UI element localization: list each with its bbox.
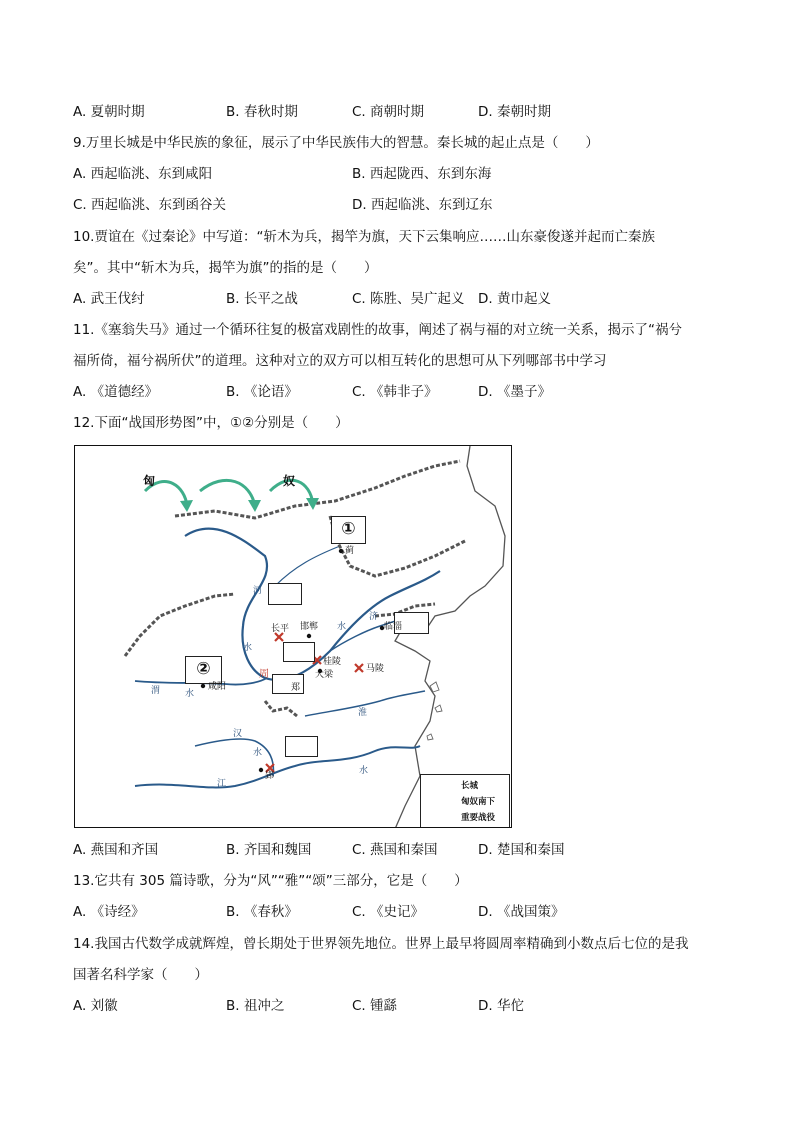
q13-option-a[interactable]: A. 《诗经》 <box>73 904 145 920</box>
q13-option-c[interactable]: C. 《史记》 <box>352 904 425 920</box>
battle-mark-changping <box>275 633 283 641</box>
q11-stem-line2: 福所倚，福兮祸所伏”的道理。这种对立的双方可以相互转化的思想可从下列哪部书中学习 <box>73 353 607 369</box>
q9-option-b[interactable]: B. 西起陇西、东到东海 <box>352 166 492 182</box>
river-label-han: 汉 <box>233 729 243 739</box>
q14-stem-line1: 14.我国古代数学成就辉煌，曾长期处于世界领先地位。世界上最早将圆周率精确到小数点后七位的是我 <box>73 936 689 952</box>
label-maling: 马陵 <box>366 664 385 674</box>
city-dot-ji <box>339 549 343 553</box>
river-label-shui-1: 水 <box>243 643 253 653</box>
q10-option-d[interactable]: D. 黄巾起义 <box>478 291 551 307</box>
marker-2-box: ② <box>185 656 222 684</box>
legend-wall-label: 长城 <box>461 781 479 791</box>
river-label-huai: 淮 <box>358 708 368 718</box>
label-handan: 邯郸 <box>300 622 319 632</box>
label-changping: 长平 <box>271 624 290 634</box>
battle-mark-maling <box>355 664 363 672</box>
yangtze-river <box>135 746 420 787</box>
label-linzi: 临淄 <box>384 622 403 632</box>
q8-option-c[interactable]: C. 商朝时期 <box>352 104 425 120</box>
river-label-he: 河 <box>253 586 263 596</box>
wall-west <box>125 594 235 656</box>
blank-box-han <box>283 642 315 662</box>
label-xianyang: 咸阳 <box>208 682 227 692</box>
city-dot-ying <box>259 768 263 772</box>
q13-stem: 13.它共有 305 篇诗歌，分为“风”“雅”“颂”三部分，它是（ ） <box>73 873 468 889</box>
label-zhou: 周 <box>259 669 269 680</box>
q14-stem-line2: 国著名科学家（ ） <box>73 967 208 983</box>
river-label-shui-2: 水 <box>337 622 347 632</box>
wall-chu <box>265 701 297 716</box>
q9-option-a[interactable]: A. 西起临洮、东到咸阳 <box>73 166 213 182</box>
label-zheng: 郑 <box>291 683 301 693</box>
label-xiongnu-1: 匈 <box>143 474 156 488</box>
label-ying: 郢 <box>265 771 275 781</box>
blank-box-zhao <box>268 583 302 605</box>
q13-option-d[interactable]: D. 《战国策》 <box>478 904 565 920</box>
label-ji: 蓟 <box>345 546 355 556</box>
q10-stem-line1: 10.贾谊在《过秦论》中写道：“斩木为兵，揭竿为旗，天下云集响应……山东豪俊遂并起而亡秦族 <box>73 229 655 245</box>
map-drawing <box>75 446 512 828</box>
q11-option-a[interactable]: A. 《道德经》 <box>73 384 159 400</box>
q14-option-d[interactable]: D. 华佗 <box>478 998 524 1014</box>
q12-option-b[interactable]: B. 齐国和魏国 <box>226 842 312 858</box>
q13-option-b[interactable]: B. 《春秋》 <box>226 904 298 920</box>
river-label-jiang: 江 <box>217 779 227 789</box>
q14-option-b[interactable]: B. 祖冲之 <box>226 998 285 1014</box>
river-label-wei: 渭 <box>151 686 161 696</box>
q11-option-b[interactable]: B. 《论语》 <box>226 384 298 400</box>
legend-battle-label: 重要战役 <box>461 813 496 823</box>
river-label-ji: 济 <box>369 612 379 622</box>
q10-option-a[interactable]: A. 武王伐纣 <box>73 291 145 307</box>
q14-option-a[interactable]: A. 刘徽 <box>73 998 118 1014</box>
coastline <box>395 446 505 828</box>
q12-option-d[interactable]: D. 楚国和秦国 <box>478 842 565 858</box>
q8-option-a[interactable]: A. 夏朝时期 <box>73 104 145 120</box>
river-label-shui-5: 水 <box>359 766 369 776</box>
xiongnu-arrow-2 <box>200 480 255 506</box>
warring-states-map <box>74 445 512 828</box>
north-river <box>275 546 340 586</box>
q14-option-c[interactable]: C. 锺繇 <box>352 998 398 1014</box>
q8-option-b[interactable]: B. 春秋时期 <box>226 104 298 120</box>
blank-box-chu <box>285 736 318 757</box>
map-legend <box>420 774 510 828</box>
q10-option-c[interactable]: C. 陈胜、吴广起义 <box>352 291 465 307</box>
legend-arrow-label: 匈奴南下 <box>461 797 496 807</box>
city-dot-handan <box>307 634 311 638</box>
q11-option-c[interactable]: C. 《韩非子》 <box>352 384 438 400</box>
q12-option-c[interactable]: C. 燕国和秦国 <box>352 842 438 858</box>
q11-stem-line1: 11.《塞翁失马》通过一个循环往复的极富戏剧性的故事，阐述了祸与福的对立统一关系，揭示了“祸兮 <box>73 322 682 338</box>
q9-option-c[interactable]: C. 西起临洮、东到函谷关 <box>73 197 227 213</box>
coast-islands <box>427 682 442 740</box>
marker-1-box: ① <box>331 516 366 544</box>
q12-option-a[interactable]: A. 燕国和齐国 <box>73 842 159 858</box>
city-dot-xianyang <box>201 684 205 688</box>
label-daliang: 大梁 <box>315 670 334 680</box>
label-xiongnu-2: 奴 <box>283 474 296 488</box>
q9-option-d[interactable]: D. 西起临洮、东到辽东 <box>352 197 493 213</box>
wall-north <box>175 461 460 518</box>
q9-stem: 9.万里长城是中华民族的象征，展示了中华民族伟大的智慧。秦长城的起止点是（ ） <box>73 135 599 151</box>
q10-option-b[interactable]: B. 长平之战 <box>226 291 298 307</box>
q11-option-d[interactable]: D. 《墨子》 <box>478 384 551 400</box>
q12-stem: 12.下面“战国形势图”中，①②分别是（ ） <box>73 415 349 431</box>
river-label-shui-3: 水 <box>185 689 195 699</box>
river-label-shui-4: 水 <box>253 748 263 758</box>
q10-stem-line2: 矣”。其中“斩木为兵，揭竿为旗”的指的是（ ） <box>73 260 378 276</box>
q8-option-d[interactable]: D. 秦朝时期 <box>478 104 551 120</box>
label-guiling: 桂陵 <box>323 657 342 667</box>
